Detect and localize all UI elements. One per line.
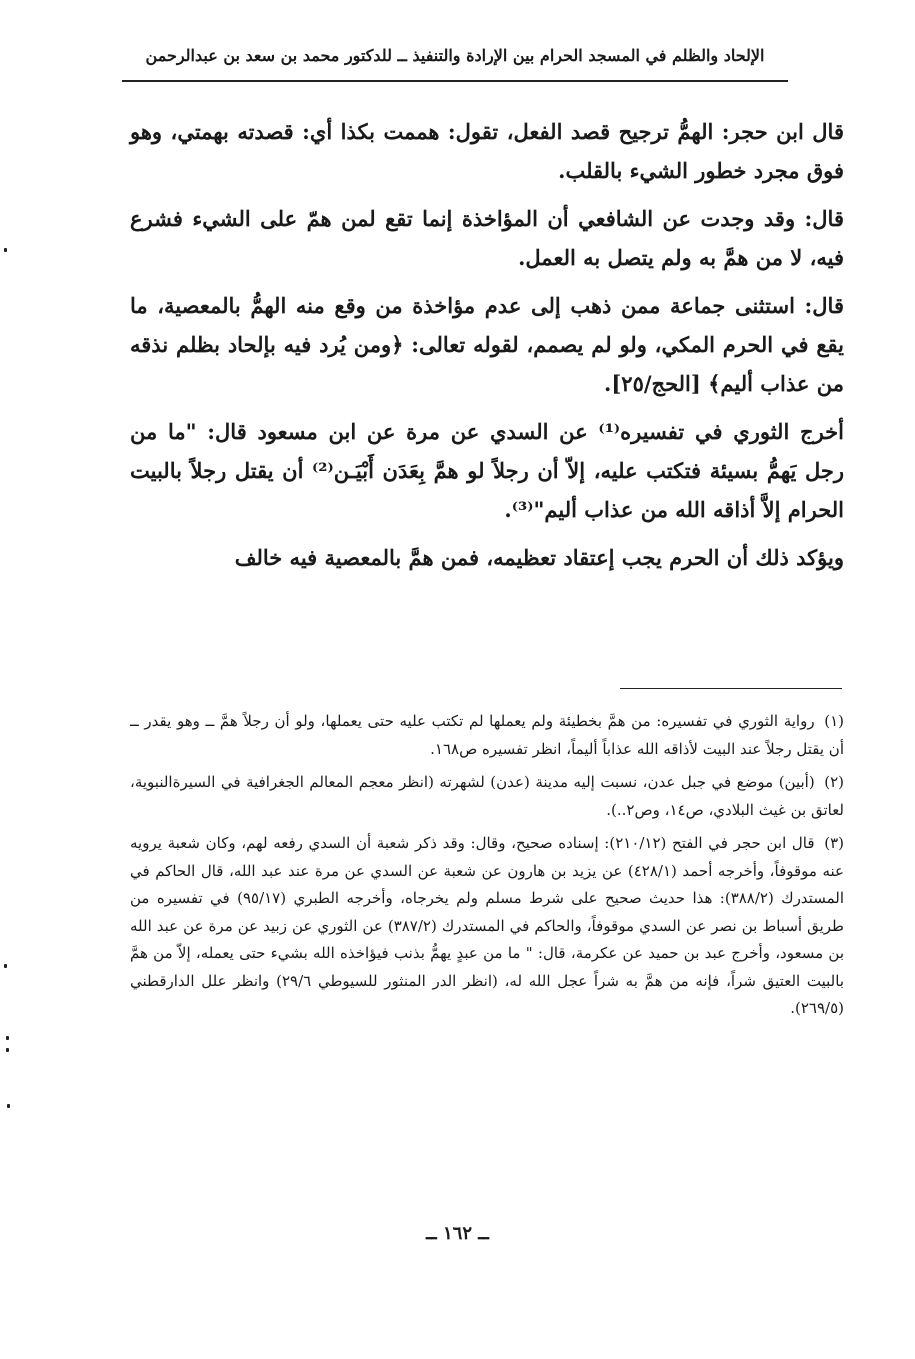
footnote-text: (أبين) موضع في جبل عدن، نسبت إليه مدينة (عدن) لشهرته (انظر معجم المعالم الجغرافية في السيرةالنبوية، لعاتق بن غيث البلادي، ص١٤، وص٢..). xyxy=(130,773,844,819)
footnote-number: (١) xyxy=(824,712,844,730)
header-divider xyxy=(122,80,788,82)
paragraph: أخرج الثوري في تفسيره⁽¹⁾ عن السدي عن مرة عن ابن مسعود قال: "ما من رجل يَهمُّ بسيئة فتكتب عليه، إلاّ أن رجلاً لو همَّ بِعَدَن أَبْيَـن⁽²⁾ أن يقتل رجلاً بالبيت الحرام إلاَّ أذاقه الله من عذاب أليم"⁽³⁾. xyxy=(130,419,844,522)
page-number: ــ ١٦٢ ــ xyxy=(426,1223,489,1244)
footnote-number: (٣) xyxy=(824,834,844,852)
scan-speck xyxy=(6,1048,9,1052)
scan-speck xyxy=(4,964,7,968)
scan-speck xyxy=(7,1104,10,1108)
paragraph: قال: استثنى جماعة ممن ذهب إلى عدم مؤاخذة من وقع منه الهمُّ بالمعصية، ما يقع في الحرم المكي، ولو لم يصمم، لقوله تعالى: ﴿ومن يُرد فيه بإلحاد بظلم نذقه من عذاب أليم﴾ [الحج/٢٥]. xyxy=(130,293,844,396)
scan-speck xyxy=(6,1036,9,1040)
footnote-item xyxy=(130,708,844,763)
footnotes xyxy=(130,708,844,1029)
footnote-number: (٢) xyxy=(824,773,844,791)
paragraph: ويؤكد ذلك أن الحرم يجب إعتقاد تعظيمه، فمن همَّ بالمعصية فيه خالف xyxy=(234,545,844,570)
footnote-divider xyxy=(620,688,842,689)
footnote-text: رواية الثوري في تفسيره: من همَّ بخطيئة ولم يعملها لم تكتب عليه حتى يعملها، ولو أن رجلاً همَّ ــ وهو يقدر ــ أن يقتل رجلاً عند البيت لأذاقه الله عذاباً أليماً، انظر تفسيره ص١٦٨. xyxy=(130,712,844,758)
footnote-item xyxy=(130,830,844,1023)
footnote-item xyxy=(130,769,844,824)
paragraph: قال ابن حجر: الهمُّ ترجيح قصد الفعل، تقول: هممت بكذا أي: قصدته بهمتي، وهو فوق مجرد خطور الشيء بالقلب. xyxy=(130,119,844,183)
scan-speck xyxy=(4,248,7,252)
main-text xyxy=(130,112,844,586)
paragraph: قال: وقد وجدت عن الشافعي أن المؤاخذة إنما تقع لمن همّ على الشيء فشرع فيه، لا من همَّ به ولم يتصل به العمل. xyxy=(130,206,844,270)
footnote-text: قال ابن حجر في الفتح (٢١٠/١٢): إسناده صحيح، وقال: وقد ذكر شعبة أن السدي رفعه لهم، وكان شعبة يرويه عنه موقوفاً، وأخرجه أحمد (٤٢٨/١) عن يزيد بن هارون عن شعبة عن السدي عن مرة عند عبد الله، قال الحاكم في المستدرك (٣٨٨/٢): هذا حديث صحيح على شرط مسلم ولم يخرجاه، وأخرجه الطبري (٩٥/١٧) في تفسيره من طريق أسباط بن نصر عن السدي موقوفاً، والحاكم في المستدرك (٣٨٧/٢) عن الثوري عن زبيد عن مرة عن عبد الله بن مسعود، وأخرج عبد بن حميد عن عكرمة، قال: " ما من عبدٍ يهمُّ بذنب فيؤاخذه الله بشيء حتى يعمله، إلاّ من همَّ بالبيت العتيق شراً، فإنه من همَّ به شراً عجل الله له، (انظر الدر المنثور للسيوطي ٢٩/٦) وانظر علل الدارقطني (٢٦٩/٥). xyxy=(130,834,845,1017)
running-header: الإلحاد والظلم في المسجد الحرام بين الإرادة والتنفيذ ــ للدكتور محمد بن سعد بن عبدالرحمن xyxy=(145,46,765,65)
